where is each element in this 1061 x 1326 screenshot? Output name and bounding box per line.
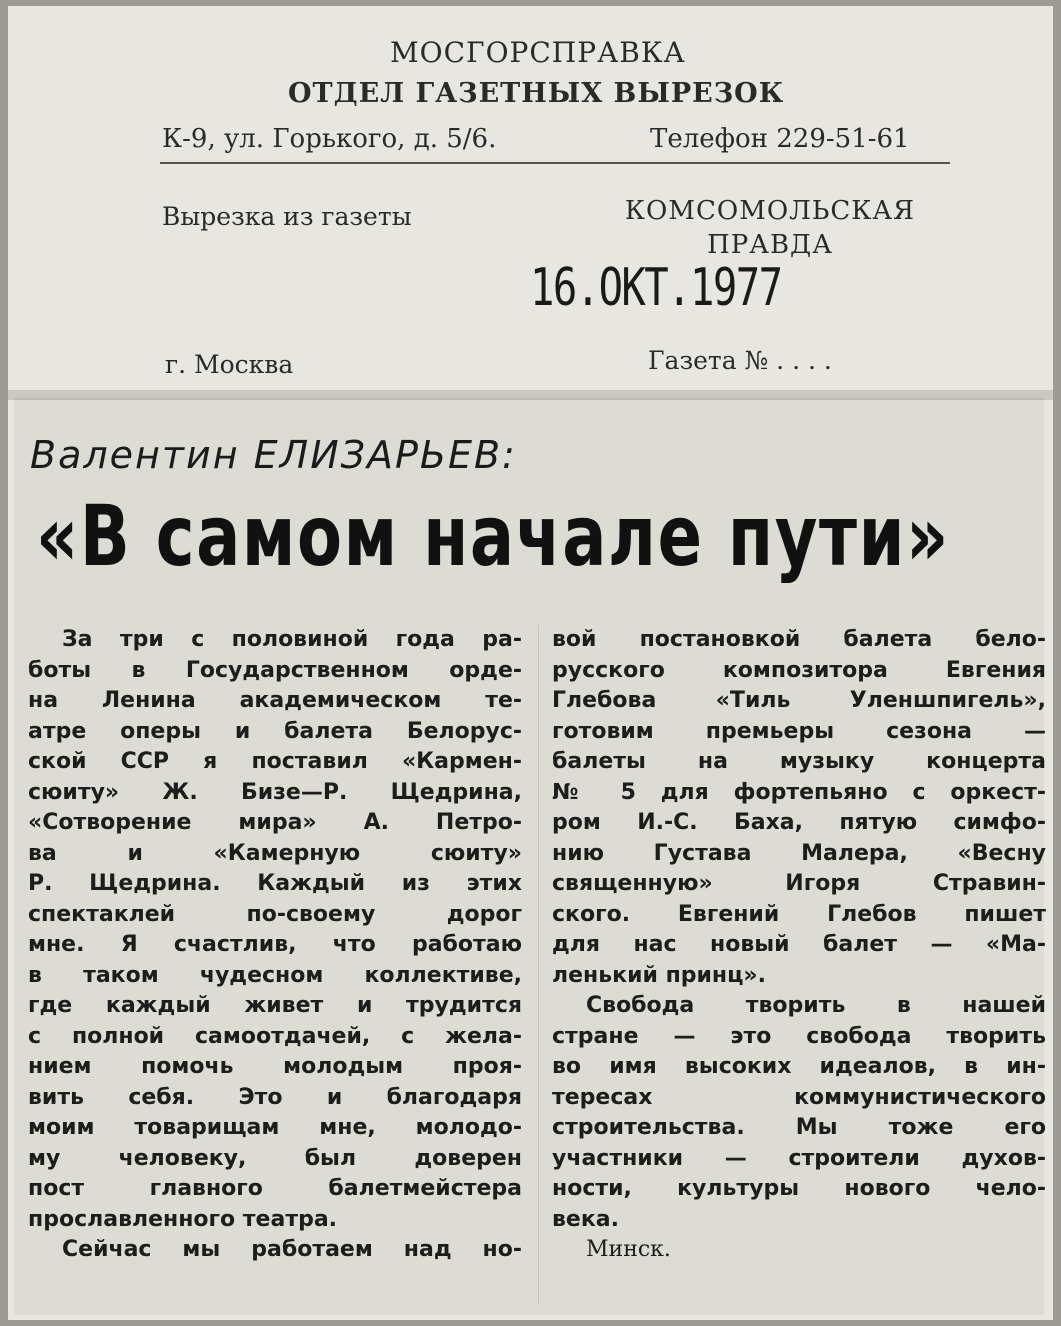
article-text-line: ского. Евгений Глебов пишет bbox=[552, 901, 1046, 927]
article-text-line: Сейчас мы работаем над но- bbox=[62, 1237, 522, 1262]
article-column-right bbox=[552, 625, 1046, 1266]
newspaper-name-line2: ПРАВДА bbox=[707, 230, 833, 260]
clipping-label: Вырезка из газеты bbox=[162, 202, 412, 231]
article-text-line: тересах коммунистического bbox=[552, 1084, 1046, 1110]
article-text-line: ром И.-С. Баха, пятую симфо- bbox=[552, 810, 1046, 835]
article-text-line: для нас новый балет — «Ма- bbox=[552, 932, 1046, 957]
article-text-line: № 5 для фортепьяно с оркест- bbox=[552, 779, 1046, 805]
issue-label-text: Газета № bbox=[648, 346, 769, 375]
article-text-line: священную» Игоря Стравин- bbox=[552, 871, 1046, 896]
article-text-line: во имя высоких идеалов, в ин- bbox=[552, 1054, 1046, 1079]
address: К-9, ул. Горького, д. 5/6. bbox=[162, 124, 497, 154]
article-text-line: Минск. bbox=[586, 1237, 671, 1262]
article-text-line: ской ССР я поставил «Кармен- bbox=[28, 749, 522, 774]
article-text-line: участники — строители духов- bbox=[552, 1145, 1046, 1171]
article-text-line: с полной самоотдачей, с жела- bbox=[28, 1023, 522, 1049]
article-text-line: балеты на музыку концерта bbox=[552, 749, 1046, 774]
column-divider bbox=[538, 625, 539, 1305]
article-text-line: века. bbox=[552, 1206, 619, 1232]
phone: Телефон 229-51-61 bbox=[650, 124, 910, 154]
organization-name: МОСГОРСПРАВКА bbox=[390, 36, 686, 69]
article-text-line: русского композитора Евгения bbox=[552, 657, 1046, 683]
article-text-line: пост главного балетмейстера bbox=[28, 1176, 522, 1201]
article-text-line: где каждый живет и трудится bbox=[28, 993, 522, 1018]
article-text-line: «Сотворение мира» А. Петро- bbox=[28, 810, 522, 835]
issue-label: Газета № . . . . bbox=[648, 346, 832, 375]
city: г. Москва bbox=[165, 350, 294, 379]
article-text-line: вить себя. Это и благодаря bbox=[28, 1084, 522, 1110]
article-text-line: вой постановкой балета бело- bbox=[552, 627, 1046, 652]
article-text-line: ности, культуры нового чело- bbox=[552, 1176, 1046, 1201]
article-text-line: му человеку, был доверен bbox=[28, 1145, 522, 1171]
article-text-line: нию Густава Малера, «Весну bbox=[552, 840, 1046, 866]
article-text-line: Р. Щедрина. Каждый из этих bbox=[28, 871, 522, 896]
article-text-line: готовим премьеры сезона — bbox=[552, 718, 1046, 744]
article-author: Валентин ЕЛИЗАРЬЕВ: bbox=[30, 433, 517, 477]
article-text-line: на Ленина академическом те- bbox=[28, 688, 522, 713]
header-divider bbox=[160, 162, 950, 164]
article-text-line: Свобода творить в нашей bbox=[586, 993, 1046, 1018]
article-text-line: атре оперы и балета Белорус- bbox=[28, 718, 522, 744]
article-text-line: строительства. Мы тоже его bbox=[552, 1115, 1046, 1140]
article-text-line: моим товарищам мне, молодо- bbox=[28, 1115, 522, 1140]
article-text-line: стране — это свобода творить bbox=[552, 1023, 1046, 1049]
article-text-line: Глебова «Тиль Уленшпигель», bbox=[552, 688, 1046, 713]
department-name: ОТДЕЛ ГАЗЕТНЫХ ВЫРЕЗОК bbox=[288, 78, 785, 109]
article-text-line: сюиту» Ж. Бизе—Р. Щедрина, bbox=[28, 779, 522, 805]
article-text-line: прославленного театра. bbox=[28, 1206, 338, 1232]
article-text-line: мне. Я счастлив, что работаю bbox=[28, 932, 522, 957]
article-text-line: спектаклей по-своему дорог bbox=[28, 901, 522, 927]
article-text-line: ва и «Камерную сюиту» bbox=[28, 840, 522, 866]
newspaper-name-line1: КОМСОМОЛЬСКАЯ bbox=[624, 196, 916, 226]
article-text-line: в таком чудесном коллективе, bbox=[28, 962, 522, 988]
date-stamp: 16.ОКТ.1977 bbox=[530, 258, 782, 318]
article-headline: «В самом начале пути» bbox=[36, 487, 950, 585]
article-column-left bbox=[28, 625, 522, 1266]
article-text-line: боты в Государственном орде- bbox=[28, 657, 522, 683]
article-text-line: ленький принц». bbox=[552, 962, 767, 988]
newspaper-name bbox=[590, 194, 950, 262]
article-text-line: нием помочь молодым проя- bbox=[28, 1054, 522, 1079]
article-text-line: За три с половиной года ра- bbox=[62, 627, 522, 652]
